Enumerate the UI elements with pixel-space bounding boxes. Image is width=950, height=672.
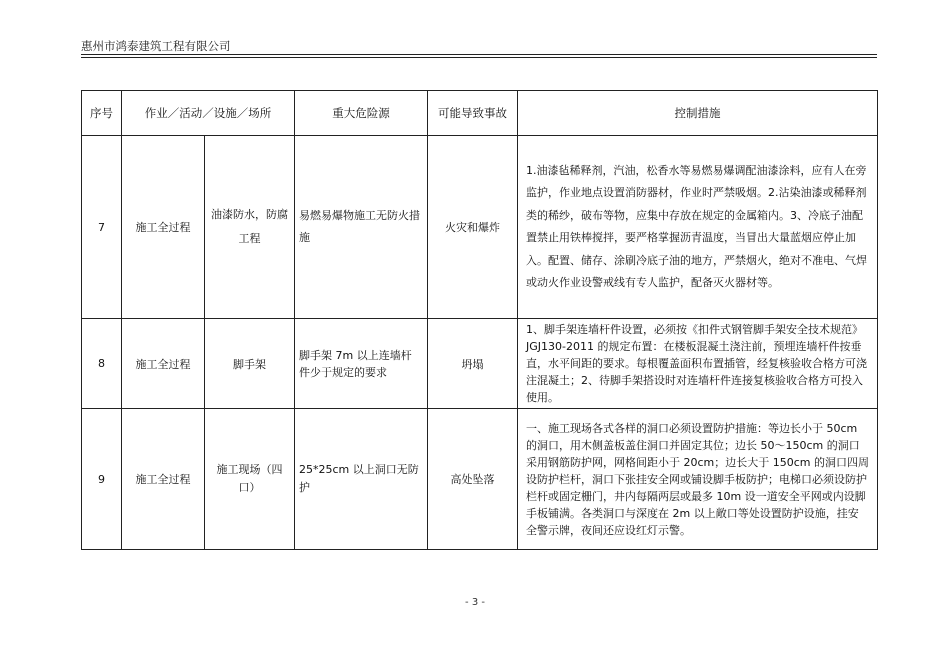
row-control: 一、施工现场各式各样的洞口必须设置防护措施：等边长小于 50cm 的洞口，用木侧盖板盖住洞口并固定其位；边长 50～150cm 的洞口采用钢筋防护网，网格间距小于 20cm；边长大于 150cm 的洞口四周设防护栏杆，洞口下张挂安全网或铺设脚手板防护；电梯口必须设防护栏杆或固定栅门，井内每隔两层或最多 10m 设一道安全平网或内设脚手板铺满。各类洞口与深度在 2m 以上敞口等处设置防护设施，挂安全警示牌，夜间还应设红灯示警。: [518, 409, 878, 550]
company-header: 惠州市鸿泰建筑工程有限公司: [81, 39, 231, 53]
row-accident: 坍塌: [428, 319, 518, 409]
table-row: [82, 136, 878, 319]
col-header-activity: 作业／活动／设施／场所: [122, 91, 295, 136]
row-control: 1、脚手架连墙杆件设置，必须按《扣件式钢管脚手架安全技术规范》JGJ130-2011 的规定布置：在楼板混凝土浇注前，预埋连墙杆件按垂直，水平间距的要求。每根覆盖面积布置插管，经复核验收合格方可浇注混凝土；2、待脚手架搭设时对连墙杆件连接复核验收合格方可投入使用。: [518, 319, 878, 409]
row-hazard: 脚手架 7m 以上连墙杆件少于规定的要求: [295, 319, 428, 409]
page-number: - 3 -: [465, 597, 485, 608]
row-accident: 高处坠落: [428, 409, 518, 550]
col-header-no: 序号: [82, 91, 122, 136]
col-header-control: 控制措施: [518, 91, 878, 136]
row-facility: 油漆防水，防腐工程: [205, 136, 295, 319]
table-row: [82, 319, 878, 409]
col-header-hazard: 重大危险源: [295, 91, 428, 136]
row-no: 9: [82, 409, 122, 550]
row-facility: 脚手架: [205, 319, 295, 409]
row-no: 8: [82, 319, 122, 409]
row-no: 7: [82, 136, 122, 319]
table-header-row: [82, 91, 878, 136]
hazard-control-table: [81, 90, 878, 550]
row-hazard: 25*25cm 以上洞口无防护: [295, 409, 428, 550]
header-rule: [81, 54, 877, 58]
row-activity: 施工全过程: [122, 136, 205, 319]
col-header-accident: 可能导致事故: [428, 91, 518, 136]
row-facility: 施工现场（四口）: [205, 409, 295, 550]
table-row: [82, 409, 878, 550]
row-accident: 火灾和爆炸: [428, 136, 518, 319]
row-control: 1.油漆毡稀释剂，汽油，松香水等易燃易爆调配油漆涂料，应有人在旁监护，作业地点设置消防器材，作业时严禁吸烟。2.沾染油漆或稀释剂类的稀纱，破布等物，应集中存放在规定的金属箱内。3、冷底子油配置禁止用铁棒搅拌，要严格掌握沥青温度，当冒出大量蓝烟应停止加入。配置、储存、涂刷冷底子油的地方，严禁烟火，绝对不准电、气焊或动火作业设警戒线有专人监护，配备灭火器材等。: [518, 136, 878, 319]
row-activity: 施工全过程: [122, 409, 205, 550]
row-activity: 施工全过程: [122, 319, 205, 409]
row-hazard: 易燃易爆物施工无防火措施: [295, 136, 428, 319]
